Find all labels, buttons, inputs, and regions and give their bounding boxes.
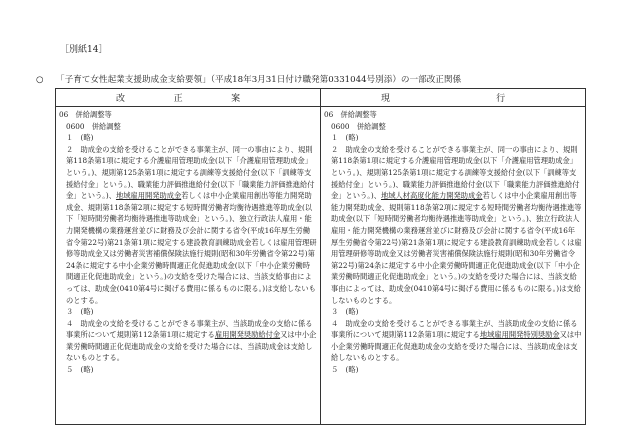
revised-column: [56, 107, 321, 425]
item-4: [59, 318, 317, 364]
item-2-text-start: ２ 助成金の支給を受けることができる事業主が、同一の事由により、規則第118条第1項に規定する介護雇用管理助成金(以下「介護雇用管理助成金」という。)、規則第125条第1項に規定する訓練等支援給付金(以下「訓練等支援給付金」という。)、職業能力評価推進給付金(以下「職業能力評価推進給付金」という。)、: [331, 144, 580, 201]
column-header-current: 現 行: [321, 89, 586, 107]
comparison-table: [55, 88, 586, 425]
item-2-text-end: 若しくは中小企業雇用創出等能力開発助成金、規則第118条第2項に規定する短時間労働者均衡待遇推進等助成金(以下「短時間労働者均衡待遇推進等助成金」という。)、独立行政法人雇用・能力開発機構の業務運営並びに財務及び会計に関する省令(平成16年厚生労働省令第22号)第21条第1項に規定する建設教育訓練助成金若しくは雇用管理研修等助成金又は労働者災害補償保険法施行規則(昭和30年労働省令第22号)第24条に規定する中小企業労働時間適正化促進助成金(以下「中小企業労働時間適正化促進助成金」という。)の支給を受けた場合には、当該支給事由によっては、助成金(0410第4号に掲げる費用に係るものに限る。)は支給しないものとする。: [66, 191, 317, 305]
table-header-row: [56, 89, 586, 107]
section-heading: 06 併給調整等: [324, 110, 377, 119]
item-2-text-end: 若しくは中小企業雇用創出等能力開発助成金、規則第118条第2項に規定する短時間労働者均衡待遇推進等助成金(以下「短時間労働者均衡待遇推進等助成金」という。)、独立行政法人雇用・能力開発機構の業務運営並びに財務及び会計に関する省令(平成16年厚生労働省令第22号)第21条第1項に規定する建設教育訓練助成金若しくは雇用管理研修等助成金又は労働者災害補償保険法施行規則(昭和30年労働省令第22号)第24条に規定する中小企業労働時間適正化促進助成金(以下「中小企業労働時間適正化促進助成金」という。)の支給を受けた場合には、当該支給事由によっては、助成金(0410第4号に掲げる費用に係るものに限る。)は支給しないものとする。: [331, 191, 582, 305]
document-subject: [36, 73, 461, 85]
item-3: ３ (略): [66, 307, 94, 317]
original-term: 地域人材高度化能力開発助成金: [380, 191, 483, 201]
item-4-text-end: 又は中小企業労働時間適正化促進助成金の支給を受けた場合には、当該助成金は支給しないものとする。: [331, 330, 582, 363]
table-row: [56, 107, 586, 425]
subsection-heading: 0600 併給調整: [66, 121, 121, 131]
item-1: １ (略): [66, 133, 94, 143]
item-4: [324, 318, 582, 364]
item-2: [324, 144, 582, 306]
section-heading: 06 併給調整等: [59, 110, 112, 119]
original-term: 地域雇用開発特別奨励金: [479, 330, 560, 340]
item-3: ３ (略): [331, 307, 359, 317]
amended-term: 地域雇用開発助成金: [115, 191, 182, 201]
item-4-text-start: ４ 助成金の支給を受けることができる事業主が、当該助成金の支給に係る事業所について規則第112条第1項に規定する: [66, 318, 313, 340]
item-2-text-start: ２ 助成金の支給を受けることができる事業主が、同一の事由により、規則第118条第1項に規定する介護雇用管理助成金(以下「介護雇用管理助成金」という。)、規則第125条第1項に規定する訓練等支援給付金(以下「訓練等支援給付金」という。)、職業能力評価推進給付金(以下「職業能力評価推進給付金」という。)、: [66, 144, 315, 201]
attachment-label: ［別紙14］: [60, 45, 108, 55]
item-5: ５ (略): [331, 365, 359, 375]
column-header-revised: 改 正 案: [56, 89, 321, 107]
bullet-icon: ○: [36, 75, 44, 85]
item-5: ５ (略): [66, 365, 94, 375]
subsection-heading: 0600 併給調整: [331, 121, 386, 131]
subject-text: 「子育て女性起業支援助成金支給要領」（平成18年3月31日付け職発第0331044号別添）の一部改正関係: [56, 75, 462, 85]
item-4-text-end: 又は中小企業労働時間適正化促進助成金の支給を受けた場合には、当該助成金は支給しないものとする。: [66, 330, 317, 363]
item-2: [59, 144, 317, 306]
amended-term: 雇用開発奨励給付金: [214, 330, 281, 340]
item-1: １ (略): [331, 133, 359, 143]
item-4-text-start: ４ 助成金の支給を受けることができる事業主が、当該助成金の支給に係る事業所について規則第112条第1項に規定する: [331, 318, 578, 340]
current-column: [321, 107, 586, 425]
